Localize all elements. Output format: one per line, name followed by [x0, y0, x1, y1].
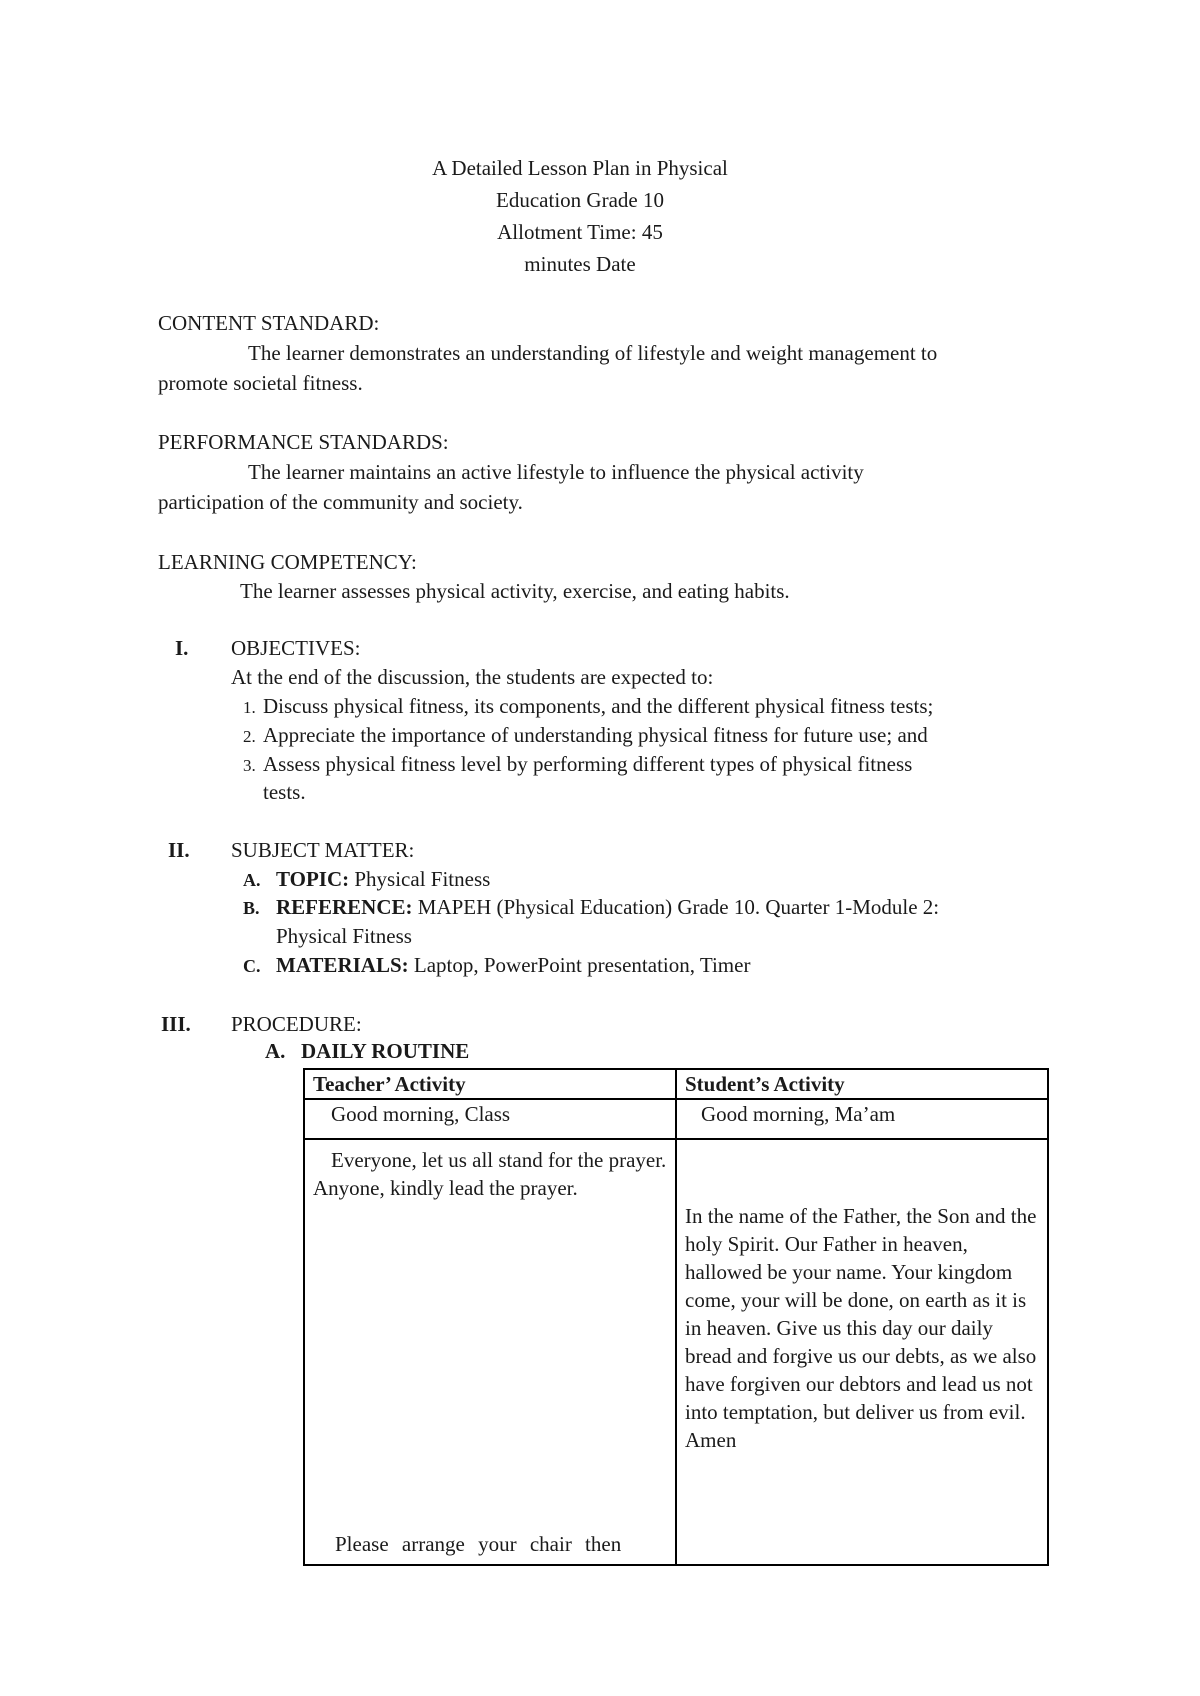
subject-materials [243, 951, 750, 981]
performance-standards-heading: PERFORMANCE STANDARDS: [158, 430, 449, 454]
teacher-activity-header: Teacher’ Activity [304, 1069, 676, 1099]
subject-matter-heading: SUBJECT MATTER: [231, 838, 415, 862]
title-line-1: A Detailed Lesson Plan in Physical [432, 156, 728, 180]
title-line-4: minutes Date [524, 252, 636, 276]
objective-number: 1. [243, 698, 256, 717]
subject-matter-numeral: II. [168, 838, 190, 862]
title-line-3: Allotment Time: 45 [497, 220, 663, 244]
teacher-prayer-instruction: Everyone, let us all stand for the prayer. Anyone, kindly lead the prayer. [313, 1148, 667, 1200]
daily-routine-letter: A. [265, 1039, 286, 1063]
objective-text: Discuss physical fitness, its components, and the different physical fitness tests; [263, 694, 934, 718]
objectives-numeral: I. [175, 636, 189, 660]
objective-item-1 [243, 692, 933, 722]
objective-text: Appreciate the importance of understanding physical fitness for future use; and [263, 723, 928, 747]
learning-competency-heading: LEARNING COMPETENCY: [158, 550, 417, 574]
subject-materials-value: Laptop, PowerPoint presentation, Timer [408, 953, 751, 977]
table-header-row [304, 1069, 1048, 1099]
subject-reference-value: MAPEH (Physical Education) Grade 10. Quarter 1-Module 2: [412, 895, 940, 919]
objectives-intro: At the end of the discussion, the students are expected to: [231, 665, 714, 689]
student-greeting: Good morning, Ma’am [676, 1099, 1048, 1139]
lesson-title [0, 152, 1160, 280]
performance-standards-text-1: The learner maintains an active lifestyle to influence the physical activity [248, 460, 864, 484]
objective-item-3-continued: tests. [263, 780, 306, 804]
teacher-arrange-chairs: Please arrange your chair then [335, 1532, 622, 1556]
teacher-greeting: Good morning, Class [304, 1099, 676, 1139]
objective-number: 2. [243, 727, 256, 746]
subject-letter: C. [243, 956, 261, 976]
objectives-heading: OBJECTIVES: [231, 636, 361, 660]
subject-reference-label: REFERENCE: [276, 895, 413, 919]
student-activity-header: Student’s Activity [676, 1069, 1048, 1099]
table-row [304, 1139, 1048, 1565]
subject-letter: A. [243, 870, 261, 890]
table-row [304, 1099, 1048, 1139]
subject-letter: B. [243, 898, 260, 918]
daily-routine-title: DAILY ROUTINE [301, 1039, 470, 1063]
performance-standards-text-2: participation of the community and society. [158, 490, 523, 514]
learning-competency-text: The learner assesses physical activity, exercise, and eating habits. [240, 579, 790, 603]
subject-reference-continued: Physical Fitness [276, 924, 412, 948]
subject-materials-label: MATERIALS: [276, 953, 409, 977]
subject-topic-label: TOPIC: [276, 867, 350, 891]
subject-topic [243, 865, 490, 895]
procedure-numeral: III. [161, 1012, 191, 1036]
objective-item-3 [243, 750, 912, 780]
content-standard-text-1: The learner demonstrates an understanding of lifestyle and weight management to [248, 341, 938, 365]
procedure-heading: PROCEDURE: [231, 1012, 362, 1036]
student-prayer-cell [676, 1139, 1048, 1565]
objective-number: 3. [243, 756, 256, 775]
objective-item-2 [243, 721, 928, 751]
subject-reference [243, 893, 939, 923]
content-standard-heading: CONTENT STANDARD: [158, 311, 380, 335]
student-prayer-text: In the name of the Father, the Son and the holy Spirit. Our Father in heaven, hallowed be your name. Your kingdom come, your will be done, on earth as it is in heaven. Give us this day our daily bread and forgive us our debts, as we also have forgiven our debtors and lead us not into temptation, but deliver us from evil. Amen [685, 1204, 1037, 1452]
content-standard-text-2: promote societal fitness. [158, 371, 363, 395]
objective-text: Assess physical fitness level by performing different types of physical fitness [263, 752, 913, 776]
teacher-prayer-cell [304, 1139, 676, 1565]
daily-routine-table [303, 1068, 1049, 1566]
daily-routine-heading [265, 1037, 469, 1066]
title-line-2: Education Grade 10 [496, 188, 664, 212]
subject-topic-value: Physical Fitness [349, 867, 491, 891]
